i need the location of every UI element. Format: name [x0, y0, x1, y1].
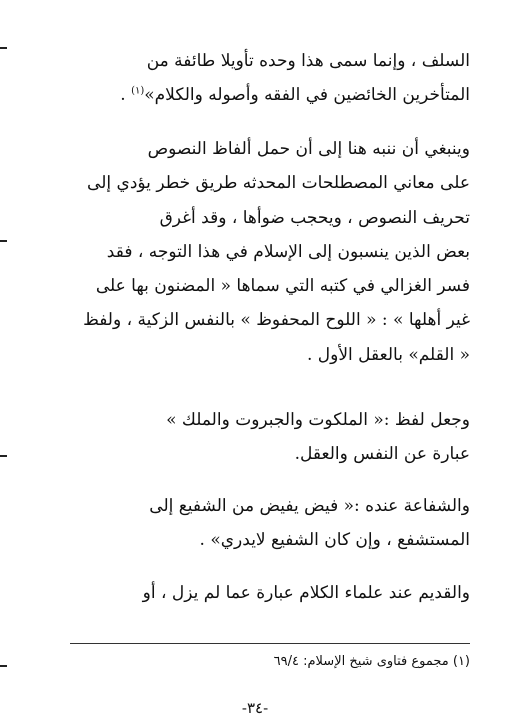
scan-edge-mark — [0, 455, 7, 457]
paragraph-line: وجعل لفظ :« الملكوت والجبروت والملك » — [166, 410, 470, 430]
footnote-divider — [70, 643, 470, 644]
paragraph-1 — [60, 44, 470, 113]
footnote: (١) مجموع فتاوى شيخ الإسلام: ٦٩/٤ — [273, 654, 470, 669]
paragraph-line: السلف ، وإنما سمى هذا وحده تأويلا طائفة من — [146, 51, 470, 71]
paragraph-4 — [60, 489, 470, 558]
paragraph-line: تحريف النصوص ، ويحجب ضوأها ، وقد أغرق — [159, 207, 470, 228]
paragraph-line: عبارة عن النفس والعقل. — [294, 444, 470, 465]
scan-edge-mark — [0, 47, 7, 49]
page-number: -٣٤- — [241, 699, 269, 717]
paragraph-line: المستشفع ، وإن كان الشفيع لايدري» . — [199, 530, 470, 551]
footnote-reference[interactable]: (١) — [131, 85, 145, 97]
paragraph-line: وينبغي أن ننبه هنا إلى أن حمل ألفاظ النصوص — [147, 139, 470, 159]
paragraph-3 — [60, 403, 470, 472]
scan-edge-mark — [0, 240, 7, 242]
scan-edge-mark — [0, 665, 7, 667]
paragraph-line — [60, 78, 470, 112]
paragraph-line: بعض الذين ينسبون إلى الإسلام في هذا التوجه ، فقد — [106, 241, 470, 262]
paragraph-line: فسر الغزالي في كتبه التي سماها « المضنون بها على — [95, 276, 470, 297]
paragraph-line: والقديم عند علماء الكلام عبارة عما لم يزل ، أو — [142, 583, 470, 603]
paragraph-line: والشفاعة عنده :« فيض يفيض من الشفيع إلى — [149, 496, 470, 516]
paragraph-line-tail: . — [120, 85, 132, 106]
paragraph-5 — [60, 576, 470, 610]
paragraph-line: « القلم» بالعقل الأول . — [306, 344, 470, 365]
paragraph-2 — [60, 132, 470, 372]
paragraph-line: غير أهلها » : « اللوح المحفوظ » بالنفس الزكية ، ولفظ — [83, 310, 470, 331]
paragraph-line-text: المتأخرين الخائضين في الفقه وأصوله والكلام» — [144, 85, 470, 106]
paragraph-line: على معاني المصطلحات المحدثه طريق خطر يؤدي إلى — [87, 173, 470, 194]
